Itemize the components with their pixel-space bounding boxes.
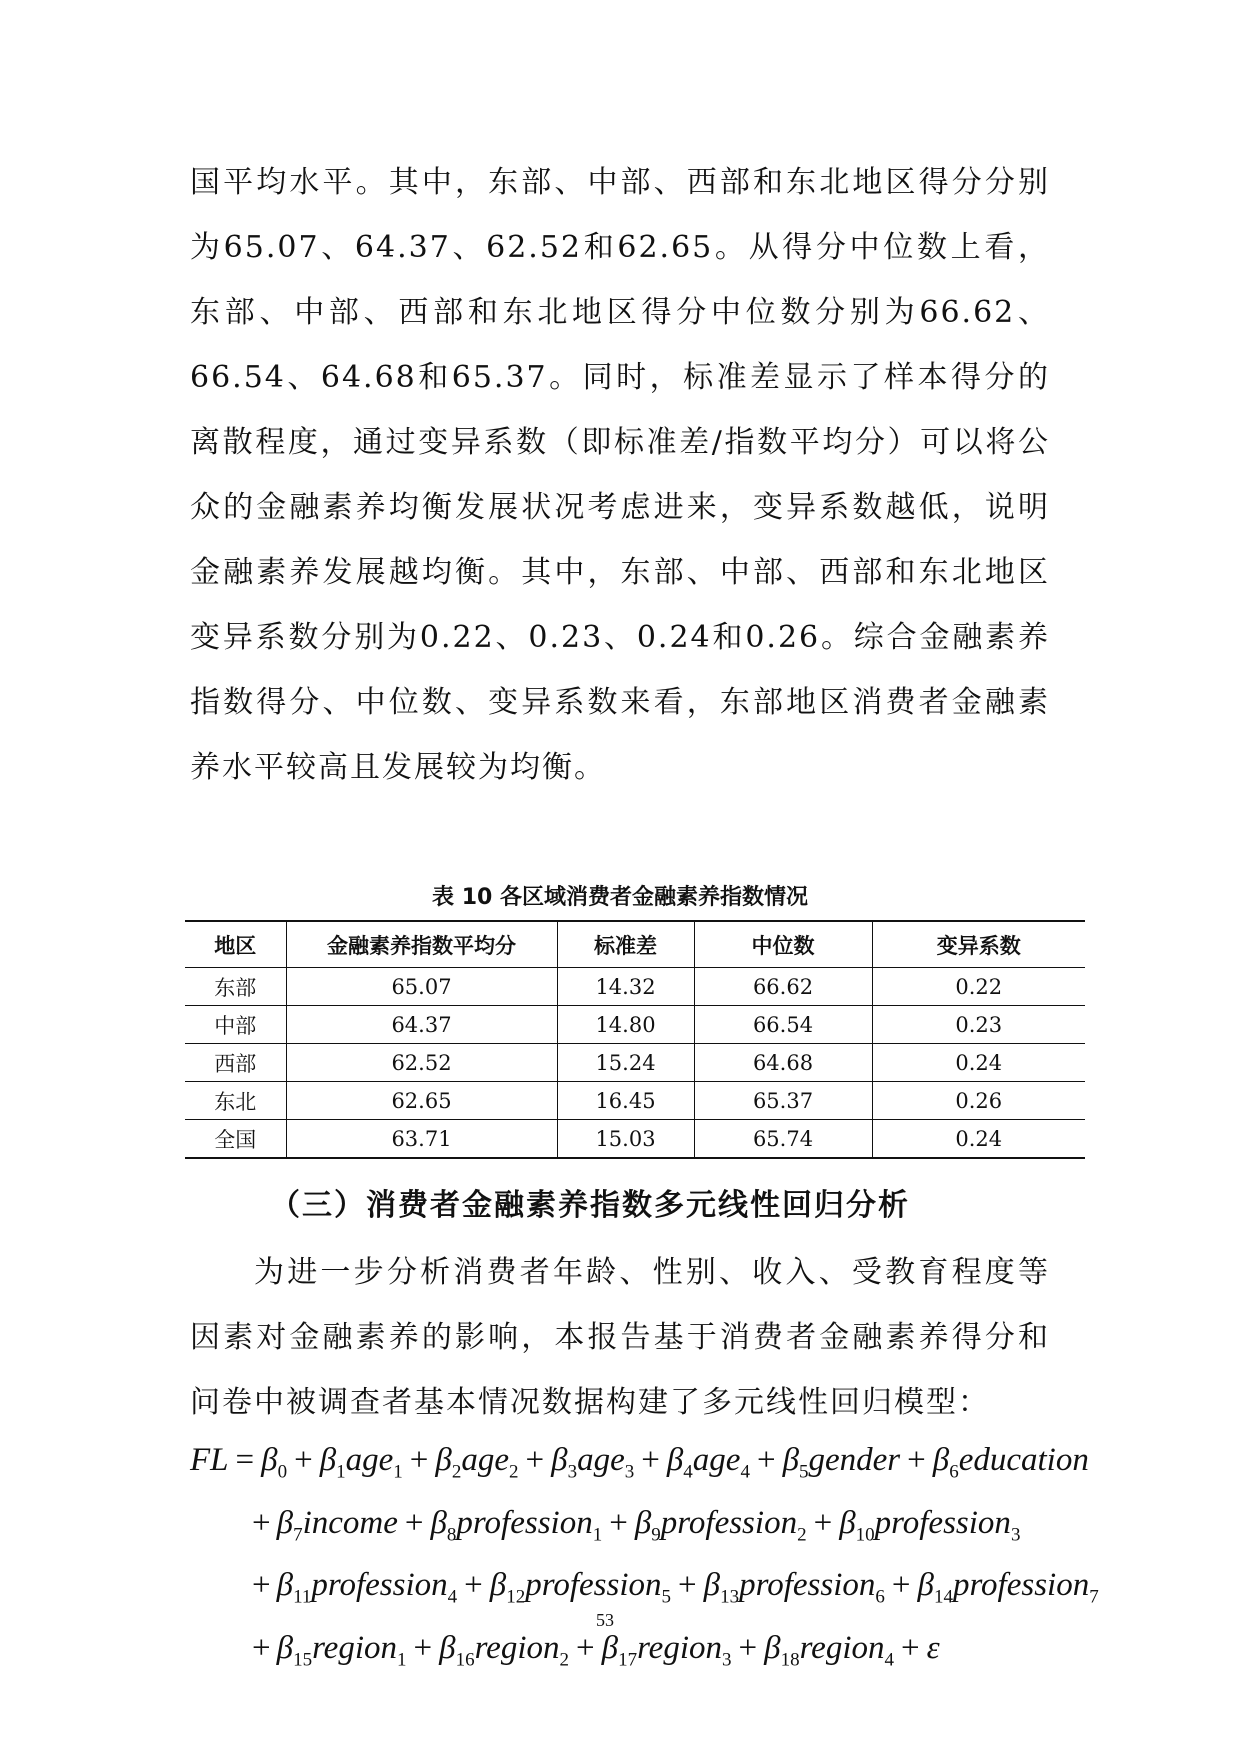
- formula-variable: age: [345, 1442, 394, 1478]
- formula-term: [252, 1629, 407, 1671]
- formula-line: [190, 1435, 1099, 1498]
- formula-variable: profession: [456, 1504, 593, 1541]
- beta-symbol: β: [703, 1567, 721, 1604]
- beta-symbol: β: [666, 1442, 684, 1478]
- beta-symbol: β: [276, 1629, 294, 1666]
- cell-cv: 0.24: [872, 1044, 1085, 1082]
- cell-std-dev: 15.24: [557, 1044, 694, 1082]
- formula-operator: +: [252, 1567, 271, 1604]
- formula-term: [287, 1442, 403, 1483]
- variable-subscript: 3: [624, 1461, 635, 1483]
- variable-subscript: 3: [722, 1649, 732, 1671]
- beta-symbol: β: [276, 1567, 294, 1604]
- formula-operator: +: [294, 1442, 313, 1478]
- formula-variable: age: [461, 1442, 510, 1478]
- beta-subscript: 7: [293, 1524, 303, 1546]
- header-median: 中位数: [694, 921, 872, 968]
- cell-cv: 0.22: [872, 968, 1085, 1006]
- cell-cv: 0.24: [872, 1120, 1085, 1159]
- variable-subscript: 3: [1010, 1524, 1021, 1546]
- beta-symbol: β: [634, 1504, 652, 1541]
- cell-cv: 0.23: [872, 1006, 1085, 1044]
- formula-operator: +: [738, 1629, 758, 1666]
- beta-subscript: 15: [293, 1649, 313, 1671]
- cell-median: 66.62: [694, 968, 872, 1006]
- beta-subscript: 18: [780, 1649, 800, 1671]
- formula-term: [671, 1567, 885, 1608]
- variable-subscript: 2: [509, 1461, 519, 1483]
- cell-avg-score: 65.07: [286, 968, 557, 1006]
- beta-subscript: 2: [451, 1461, 462, 1483]
- formula-variable: profession: [660, 1504, 798, 1541]
- table-row: [185, 1044, 1085, 1082]
- error-term: ε: [926, 1629, 940, 1666]
- formula-variable: age: [577, 1442, 625, 1478]
- variable-subscript: 4: [884, 1649, 894, 1671]
- variable-subscript: 4: [447, 1586, 458, 1608]
- formula-operator: +: [756, 1442, 776, 1478]
- formula-operator: +: [252, 1504, 271, 1541]
- formula-term: [732, 1629, 895, 1671]
- variable-subscript: 5: [661, 1586, 672, 1608]
- formula-term: [403, 1442, 519, 1483]
- beta-subscript: 1: [336, 1461, 346, 1483]
- beta-symbol: β: [261, 1442, 278, 1478]
- variable-subscript: 7: [1089, 1586, 1099, 1608]
- cell-median: 65.37: [694, 1082, 872, 1120]
- formula-variable: region: [474, 1629, 560, 1666]
- beta-subscript: 4: [683, 1461, 693, 1483]
- region-index-table: [185, 920, 1085, 1159]
- beta-symbol: β: [435, 1442, 452, 1478]
- formula-term: [398, 1504, 603, 1546]
- formula-term: [807, 1504, 1021, 1546]
- table-row: [185, 1120, 1085, 1159]
- header-std-dev: 标准差: [557, 921, 694, 968]
- formula-variable: profession: [739, 1567, 876, 1604]
- variable-subscript: 1: [397, 1649, 407, 1671]
- section-heading: （三）消费者金融素养指数多元线性回归分析: [270, 1188, 910, 1223]
- formula-term: [634, 1442, 750, 1483]
- formula-variable: gender: [808, 1442, 901, 1478]
- beta-symbol: β: [601, 1629, 619, 1666]
- beta-subscript: 0: [277, 1461, 288, 1483]
- page-number: 53: [596, 1610, 614, 1630]
- formula-term: [885, 1567, 1099, 1608]
- formula-term: [252, 1504, 398, 1546]
- formula-variable: age: [692, 1442, 741, 1478]
- formula-variable: profession: [874, 1504, 1011, 1541]
- beta-symbol: β: [551, 1442, 568, 1478]
- formula-term: [750, 1442, 901, 1483]
- regression-formula: [190, 1435, 1099, 1685]
- cell-region: 东北: [185, 1082, 286, 1120]
- formula-term: [569, 1629, 732, 1671]
- formula-term: [407, 1629, 570, 1671]
- beta-subscript: 8: [446, 1524, 457, 1546]
- formula-term: [900, 1442, 1089, 1483]
- formula-variable: education: [958, 1442, 1089, 1478]
- cell-region: 东部: [185, 968, 286, 1006]
- formula-operator: +: [907, 1442, 926, 1478]
- beta-symbol: β: [764, 1629, 781, 1666]
- beta-symbol: β: [917, 1567, 934, 1604]
- formula-term: [519, 1442, 635, 1483]
- formula-term: [229, 1442, 288, 1483]
- table-header-row: [185, 921, 1085, 968]
- variable-subscript: 1: [393, 1461, 403, 1483]
- cell-avg-score: 62.52: [286, 1044, 557, 1082]
- beta-subscript: 6: [949, 1461, 959, 1483]
- body-paragraph-1: 国平均水平。其中，东部、中部、西部和东北地区得分分别为65.07、64.37、62.52和62.65。从得分中位数上看，东部、中部、西部和东北地区得分中位数分别为66.62、66.54、64.68和65.37。同时，标准差显示了样本得分的离散程度，通过变异系数（即标准差/指数平均分）可以将公众的金融素养均衡发展状况考虑进来，变异系数越低，说明金融素养发展越均衡。其中，东部、中部、西部和东北地区变异系数分别为0.22、0.23、0.24和0.26。综合金融素养指数得分、中位数、变异系数来看，东部地区消费者金融素养水平较高且发展较为均衡。: [190, 165, 1050, 785]
- formula-term: [252, 1567, 458, 1608]
- header-avg-score: 金融素养指数平均分: [286, 921, 557, 968]
- beta-subscript: 3: [567, 1461, 578, 1483]
- cell-std-dev: 14.32: [557, 968, 694, 1006]
- formula-line: [190, 1498, 1099, 1561]
- table-row: [185, 1082, 1085, 1120]
- formula-operator: +: [641, 1442, 660, 1478]
- formula-operator: =: [235, 1442, 255, 1478]
- formula-operator: +: [464, 1567, 483, 1604]
- formula-operator: +: [413, 1629, 433, 1666]
- formula-variable: region: [799, 1629, 885, 1666]
- beta-symbol: β: [932, 1442, 950, 1478]
- beta-subscript: 5: [799, 1461, 809, 1483]
- formula-variable: profession: [952, 1567, 1090, 1604]
- cell-avg-score: 63.71: [286, 1120, 557, 1159]
- formula-operator: +: [525, 1442, 545, 1478]
- cell-region: 西部: [185, 1044, 286, 1082]
- beta-symbol: β: [276, 1504, 294, 1541]
- formula-lhs: FL: [190, 1442, 229, 1478]
- formula-term: [457, 1567, 672, 1608]
- cell-std-dev: 15.03: [557, 1120, 694, 1159]
- formula-operator: +: [576, 1629, 595, 1666]
- beta-subscript: 14: [933, 1586, 953, 1608]
- formula-operator: +: [404, 1504, 424, 1541]
- variable-subscript: 6: [875, 1586, 885, 1608]
- variable-subscript: 4: [740, 1461, 750, 1483]
- formula-variable: profession: [525, 1567, 662, 1604]
- formula-variable: profession: [311, 1567, 448, 1604]
- cell-median: 66.54: [694, 1006, 872, 1044]
- formula-variable: region: [637, 1629, 722, 1666]
- beta-symbol: β: [430, 1504, 447, 1541]
- table-row: [185, 968, 1085, 1006]
- variable-subscript: 1: [592, 1524, 603, 1546]
- table-row: [185, 1006, 1085, 1044]
- formula-term: [602, 1504, 807, 1546]
- cell-region: 全国: [185, 1120, 286, 1159]
- beta-subscript: 13: [720, 1586, 740, 1608]
- formula-operator: +: [409, 1442, 429, 1478]
- header-region: 地区: [185, 921, 286, 968]
- cell-region: 中部: [185, 1006, 286, 1044]
- formula-operator: +: [609, 1504, 628, 1541]
- cell-avg-score: 62.65: [286, 1082, 557, 1120]
- cell-avg-score: 64.37: [286, 1006, 557, 1044]
- beta-symbol: β: [839, 1504, 856, 1541]
- formula-operator: +: [891, 1567, 911, 1604]
- formula-operator: +: [252, 1629, 271, 1666]
- beta-symbol: β: [439, 1629, 456, 1666]
- formula-line: [190, 1560, 1099, 1623]
- beta-subscript: 17: [618, 1649, 638, 1671]
- formula-operator: +: [813, 1504, 833, 1541]
- body-paragraph-2: 为进一步分析消费者年龄、性别、收入、受教育程度等因素对金融素养的影响，本报告基于消费者金融素养得分和问卷中被调查者基本情况数据构建了多元线性回归模型：: [190, 1255, 1050, 1420]
- formula-operator: +: [678, 1567, 697, 1604]
- formula-operator: +: [901, 1629, 920, 1666]
- beta-subscript: 16: [455, 1649, 475, 1671]
- cell-std-dev: 16.45: [557, 1082, 694, 1120]
- beta-symbol: β: [782, 1442, 800, 1478]
- formula-variable: income: [302, 1504, 398, 1541]
- beta-subscript: 11: [293, 1586, 312, 1608]
- beta-subscript: 9: [651, 1524, 661, 1546]
- beta-subscript: 10: [855, 1524, 875, 1546]
- cell-median: 64.68: [694, 1044, 872, 1082]
- variable-subscript: 2: [559, 1649, 569, 1671]
- variable-subscript: 2: [797, 1524, 807, 1546]
- beta-subscript: 12: [506, 1586, 526, 1608]
- formula-line: [190, 1623, 1099, 1686]
- formula-variable: region: [312, 1629, 397, 1666]
- cell-median: 65.74: [694, 1120, 872, 1159]
- cell-cv: 0.26: [872, 1082, 1085, 1120]
- beta-symbol: β: [489, 1567, 507, 1604]
- header-cv: 变异系数: [872, 921, 1085, 968]
- cell-std-dev: 14.80: [557, 1006, 694, 1044]
- table-caption: 表 10 各区域消费者金融素养指数情况: [432, 885, 808, 910]
- beta-symbol: β: [319, 1442, 337, 1478]
